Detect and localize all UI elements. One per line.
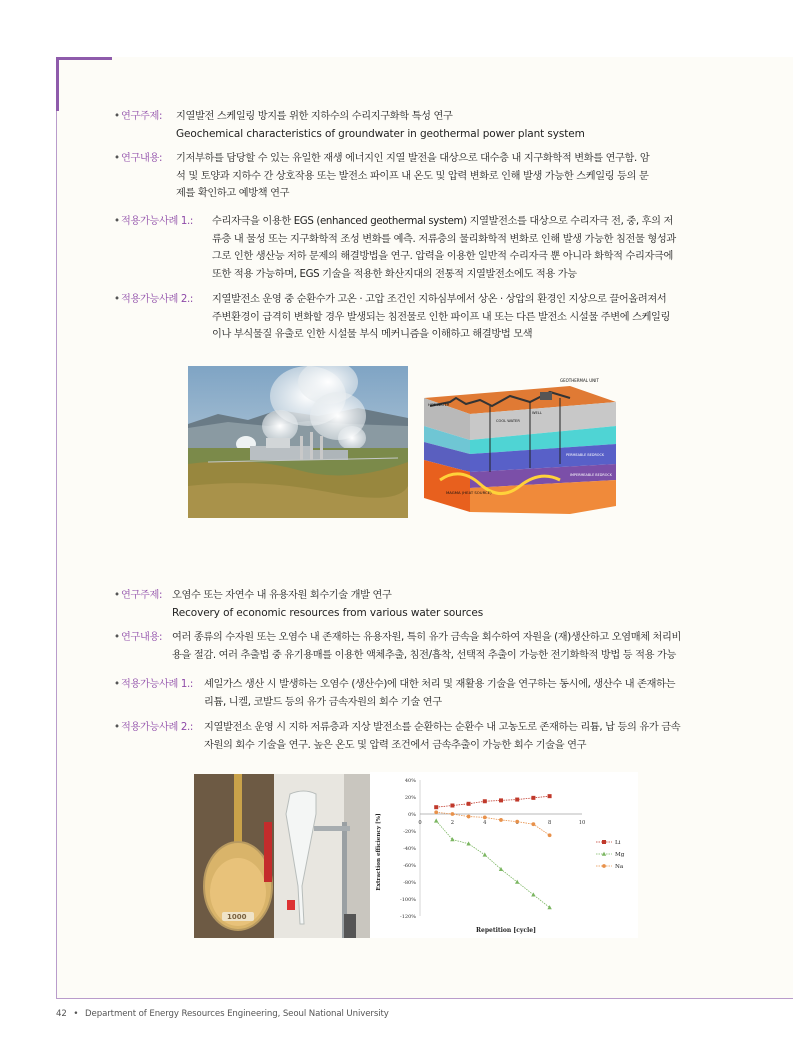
case-line: 리튬, 니켈, 코발드 등의 유가 금속자원의 회수 기술 연구 [204,696,442,708]
chart-ytick-label: -80% [403,880,416,886]
chart-point-mg [531,892,535,896]
page-footer [56,1009,389,1019]
chart-point-na [467,815,471,819]
bullet: • [114,679,120,690]
chart-legend-marker [602,840,606,844]
bullet: • [114,111,120,122]
chart-xtick-label: 8 [547,820,552,826]
chart-point-na [499,818,503,822]
case1-text [204,676,675,711]
chart-point-mg [515,880,519,884]
diagram-label: HOT WATER [428,403,450,407]
footer-department: Department of Energy Resources Engineering, Seoul National University [85,1009,389,1019]
chart-point-na [515,820,519,824]
content-text [176,150,649,203]
chart-xtick-label: 10 [578,820,586,826]
chart-legend-label: Mg [615,852,625,858]
content-line: 제를 확인하고 예방책 연구 [176,188,290,200]
case-line: 자원의 회수 기술을 연구. 높은 온도 및 압력 조건에서 금속추출이 가능한 회수 기술을 연구 [204,739,587,751]
case-line: 수리자극을 이용한 EGS (enhanced geothermal system) 지열발전소를 대상으로 수리자극 전, 중, 후의 저 [212,216,674,227]
chart-point-mg [547,905,551,909]
chart-point-li [548,794,552,798]
bullet: • [114,590,120,601]
bullet: • [114,632,120,643]
accent-frame-top [56,57,112,60]
accent-frame-left [56,57,59,111]
lab-extraction-photo [194,774,370,938]
diagram-label: GEOTHERMAL UNIT [560,378,599,383]
bullet: • [114,153,120,164]
bullet: • [114,216,120,227]
topic-korean: 오염수 또는 자연수 내 유용자원 회수기술 개발 연구 [172,590,392,601]
diagram-label: COOL WATER [496,419,520,423]
chart-point-na [548,833,552,837]
chart-ylabel: Extraction efficiency [%] [376,813,382,891]
case1-label: 적용가능사례 1.: [121,216,193,227]
case2-label: 적용가능사례 2.: [121,722,193,733]
chart-ytick-label: -120% [400,914,416,920]
topic-label: 연구주제: [121,590,163,601]
content-label: 연구내용: [121,632,163,643]
chart-point-na [434,810,438,814]
case-line: 지열발전소 운영 중 순환수가 고온 · 고압 조건인 지하심부에서 상온 · 상압의 환경인 지상으로 끌어올려져서 [212,294,667,305]
diagram-label: PERMEABLE BEDROCK [566,453,605,457]
chart-ytick-label: -60% [403,863,416,869]
case2-text [204,719,680,754]
case-line: 주변환경이 급격히 변화할 경우 발생되는 침전물로 인한 파이프 내 또는 다른 발전소 시설물 주변에 스케일링 [212,311,671,323]
case1-text [212,213,676,283]
chart-ytick-label: -20% [403,829,416,835]
content-line: 기저부하를 담당할 수 있는 유일한 재생 에너지인 지열 발전을 대상으로 대수층 내 지구화학적 변화를 연구함. 암 [176,153,650,164]
chart-ytick-label: -100% [400,897,416,903]
chart-point-mg [466,841,470,845]
chart-ytick-label: 0% [408,812,416,818]
chart-xtick-label: 2 [450,820,455,826]
chart-point-li [450,804,454,808]
chart-point-na [483,816,487,820]
chart-legend-label: Li [615,840,621,846]
case1-label: 적용가능사례 1.: [121,679,193,690]
chart-point-mg [483,852,487,856]
case-line: 이나 부식물질 유출로 인한 시설물 부식 메커니즘을 이해하고 해결방법 모색 [212,329,533,341]
geothermal-diagram [420,376,620,516]
content-line: 용을 절감. 여러 추출법 중 유기용매를 이용한 액체추출, 침전/흡착, 선택적 추출이 가능한 전기화학적 방법 등 적용 가능 [172,649,677,661]
chart-xlabel: Repetition [cycle] [476,927,536,934]
diagram-label: IMPERMEABLE BEDROCK [570,473,612,477]
chart-point-li [434,805,438,809]
page-border-left [56,111,57,999]
flask-label: 1000 [227,913,247,921]
case-line: 또한 적용 가능하며, EGS 기술을 적용한 화산지대의 전통적 지열발전소에도 적용 가능 [212,268,577,280]
extraction-efficiency-chart [370,772,638,938]
chart-ytick-label: -40% [403,846,416,852]
case-line: 그로 인한 생산능 저하 문제의 해결방법을 연구. 압력을 이용한 일반적 수리자극 뿐 아니라 화학적 수리자극에 [212,251,673,263]
chart-point-na [532,822,536,826]
bullet: • [114,722,120,733]
chart-point-mg [450,837,454,841]
topic-english: Geochemical characteristics of groundwater in geothermal power plant system [176,128,585,140]
chart-point-li [515,798,519,802]
content-line: 석 및 토양과 지하수 간 상호작용 또는 발전소 파이프 내 온도 및 압력 변화로 인해 발생 가능한 스케일링 등의 문 [176,170,649,182]
case-line: 지열발전소 운영 시 지하 저류층과 지상 발전소를 순환하는 순환수 내 고농도로 존재하는 리튬, 납 등의 유가 금속 [204,722,681,733]
case2-label: 적용가능사례 2.: [121,294,193,305]
chart-point-mg [434,818,438,822]
case-line: 셰일가스 생산 시 발생하는 오염수 (생산수)에 대한 처리 및 재활용 기술을 연구하는 동시에, 생산수 내 존재하는 [204,679,676,690]
case-line: 류층 내 물성 또는 지구화학적 조성 변화를 예측. 저류층의 물리화학적 변화로 인해 발생 가능한 침전물 형성과 [212,233,676,245]
diagram-label: WELL [532,411,542,415]
chart-legend-label: Na [615,864,624,870]
diagram-label: MAGMA (HEAT SOURCE) [446,490,492,495]
content-label: 연구내용: [121,153,163,164]
chart-point-li [531,796,535,800]
case2-text [212,291,670,344]
chart-ytick-label: 20% [404,795,416,801]
chart-xtick-label: 0 [418,820,422,826]
chart-point-na [451,812,455,816]
content-text [172,629,681,664]
chart-legend-marker [602,864,606,868]
chart-point-li [499,798,503,802]
topic-korean: 지열발전 스케일링 방지를 위한 지하수의 수리지구화학 특성 연구 [176,111,453,122]
topic-label: 연구주제: [121,111,163,122]
chart-ytick-label: 40% [404,778,416,784]
chart-xtick-label: 4 [483,820,487,826]
page-number: 42 [56,1009,67,1019]
topic-english: Recovery of economic resources from various water sources [172,607,484,619]
page-border-bottom [56,998,793,999]
chart-point-li [483,799,487,803]
content-line: 여러 종류의 수자원 또는 오염수 내 존재하는 유용자원, 특히 유가 금속을 회수하여 자원을 (재)생산하고 오염매체 처리비 [172,632,682,643]
footer-separator: • [73,1009,79,1019]
bullet: • [114,294,120,305]
chart-point-li [467,802,471,806]
chart-svg [370,772,638,938]
geothermal-plant-photo [188,366,408,518]
